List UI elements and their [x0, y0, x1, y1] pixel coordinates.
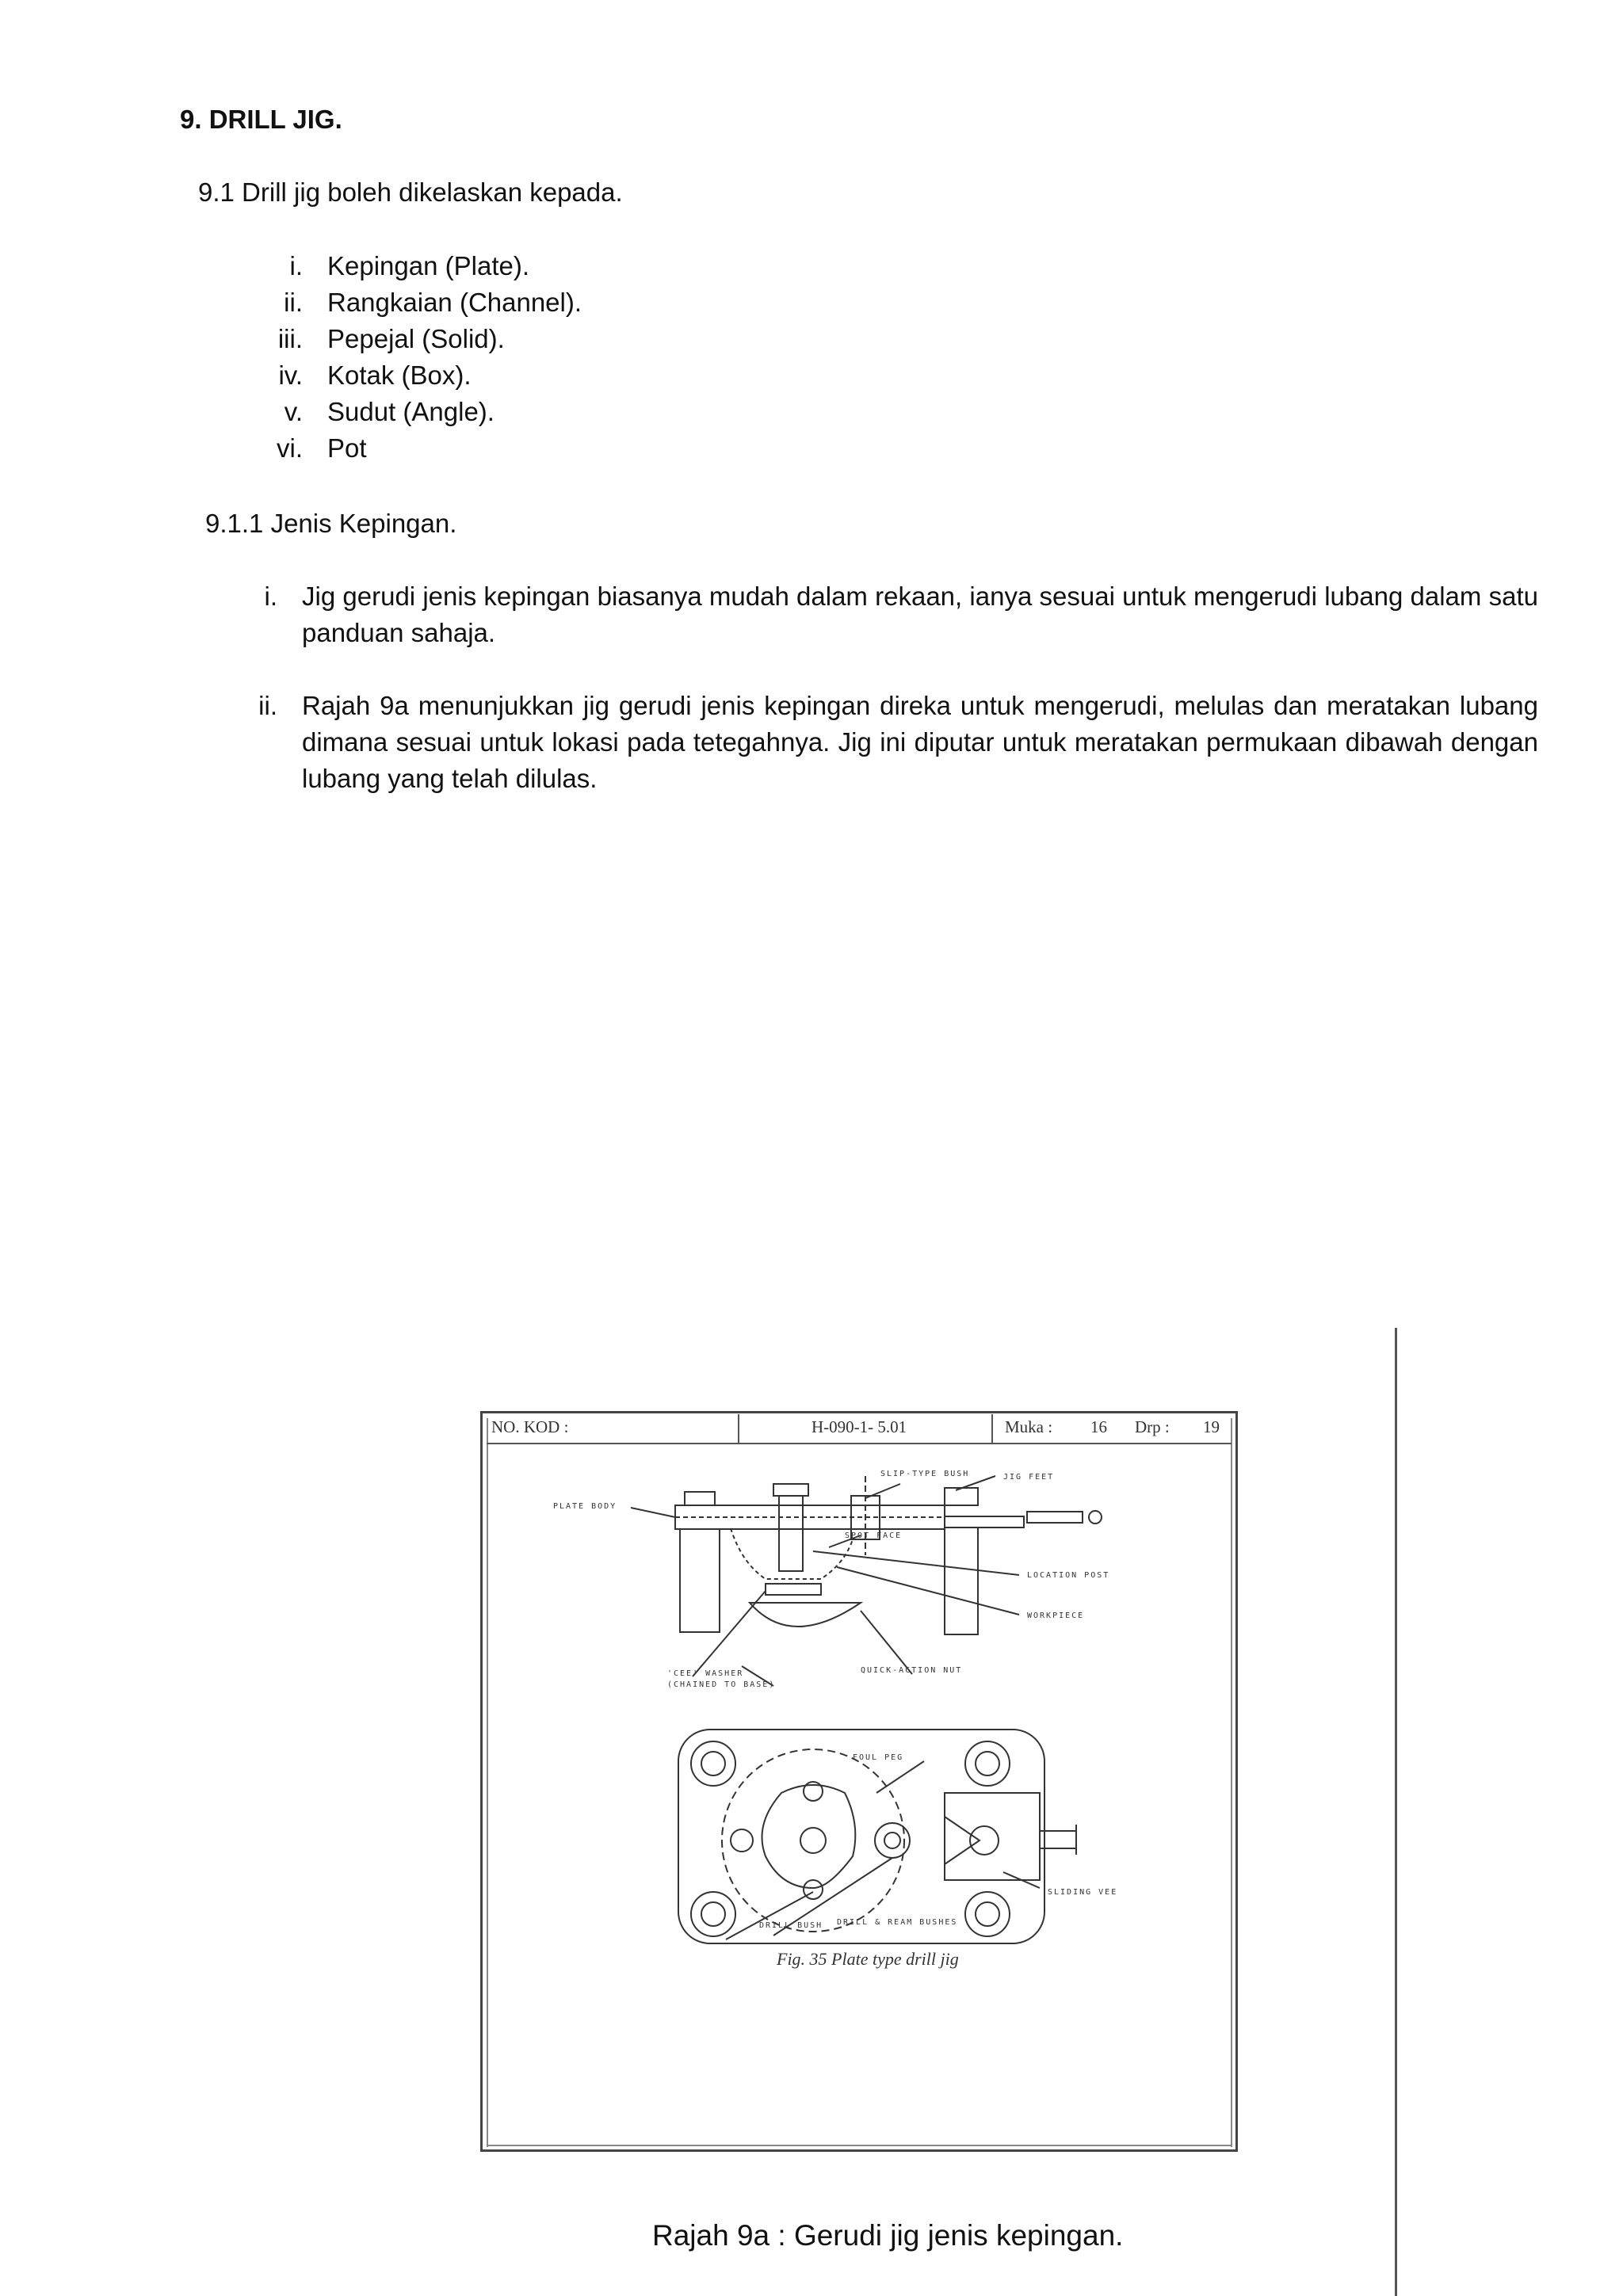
- label-drill-bush: DRILL BUSH: [759, 1921, 823, 1930]
- plan-sliding-vee: [945, 1793, 1040, 1880]
- section-heading: 9. DRILL JIG.: [180, 105, 342, 134]
- point-number: ii.: [258, 691, 277, 720]
- list-item: Sudut (Angle).: [327, 397, 495, 426]
- label-foul-peg: FOUL PEG: [853, 1753, 904, 1762]
- page-value: 16: [1090, 1417, 1107, 1436]
- list-item: Kepingan (Plate).: [327, 251, 529, 280]
- label-workpiece: WORKPIECE: [1027, 1611, 1085, 1620]
- cee-washer-shape: [766, 1584, 821, 1595]
- figure-header: [480, 1411, 1238, 1444]
- label-quick-nut: QUICK-ACTION NUT: [861, 1666, 963, 1675]
- label-spot-face: SPOT FACE: [845, 1531, 903, 1540]
- figure-inner-border: [487, 2145, 1232, 2146]
- list-item: Kotak (Box).: [327, 360, 472, 390]
- left-leg-shape: [680, 1529, 720, 1632]
- list-item-number: v.: [284, 397, 303, 426]
- code-value: H-090-1- 5.01: [812, 1417, 907, 1436]
- right-screw-head: [945, 1488, 978, 1505]
- code-label: NO. KOD :: [491, 1417, 569, 1436]
- label-location-post: LOCATION POST: [1027, 1571, 1110, 1580]
- scan-edge-line: [1395, 1328, 1397, 2296]
- list-item-number: iv.: [278, 360, 303, 390]
- point-text: Jig gerudi jenis kepingan biasanya mudah dalam rekaan, ianya sesuai untuk mengerudi lubang dalam satu panduan sahaja.: [302, 582, 1538, 647]
- list-item-number: ii.: [284, 288, 303, 317]
- figure-caption: Fig. 35 Plate type drill jig: [777, 1949, 959, 1969]
- drill-jig-drawing: [480, 1444, 1238, 1951]
- figure-title: Rajah 9a : Gerudi jig jenis kepingan.: [652, 2219, 1124, 2252]
- right-leg-shape: [945, 1527, 978, 1634]
- header-divider: [991, 1414, 993, 1443]
- screw-shape: [1027, 1512, 1083, 1523]
- section-intro: 9.1 Drill jig boleh dikelaskan kepada.: [198, 177, 623, 207]
- label-plate-body: PLATE BODY: [553, 1502, 617, 1511]
- of-label: Drp :: [1135, 1417, 1170, 1436]
- label-slip-bush: SLIP-TYPE BUSH: [880, 1470, 970, 1478]
- quick-nut-shape: [750, 1603, 861, 1627]
- list-item-number: iii.: [277, 324, 303, 353]
- label-cee-washer: 'CEE' WASHER: [667, 1669, 744, 1678]
- header-divider: [738, 1414, 739, 1443]
- list-item-number: i.: [289, 251, 303, 280]
- label-chained: (CHAINED TO BASE): [667, 1680, 776, 1689]
- plan-pitch-circle: [722, 1749, 904, 1932]
- list-item: Rangkaian (Channel).: [327, 288, 582, 317]
- of-value: 19: [1203, 1417, 1220, 1436]
- left-screw-head: [685, 1492, 715, 1505]
- point-number: i.: [264, 582, 277, 611]
- list-item: Pot: [327, 433, 367, 463]
- subheading: 9.1.1 Jenis Kepingan.: [205, 509, 457, 538]
- label-ream-bushes: DRILL & REAM BUSHES: [837, 1918, 958, 1927]
- plate-arm-shape: [945, 1516, 1024, 1527]
- location-post-shape: [779, 1496, 803, 1571]
- page-label: Muka :: [1005, 1417, 1053, 1436]
- point-text: Rajah 9a menunjukkan jig gerudi jenis kepingan direka untuk mengerudi, melulas dan meratakan lubang dimana sesuai untuk lokasi pada tetegahnya. Jig ini diputar untuk meratakan permukaan dibawah dengan lubang yang telah dilulas.: [302, 691, 1538, 793]
- label-sliding-vee: SLIDING VEE: [1048, 1888, 1118, 1897]
- list-item: Pepejal (Solid).: [327, 324, 505, 353]
- label-jig-feet: JIG FEET: [1003, 1473, 1055, 1482]
- post-nut-shape: [773, 1484, 808, 1496]
- list-item-number: vi.: [277, 433, 303, 463]
